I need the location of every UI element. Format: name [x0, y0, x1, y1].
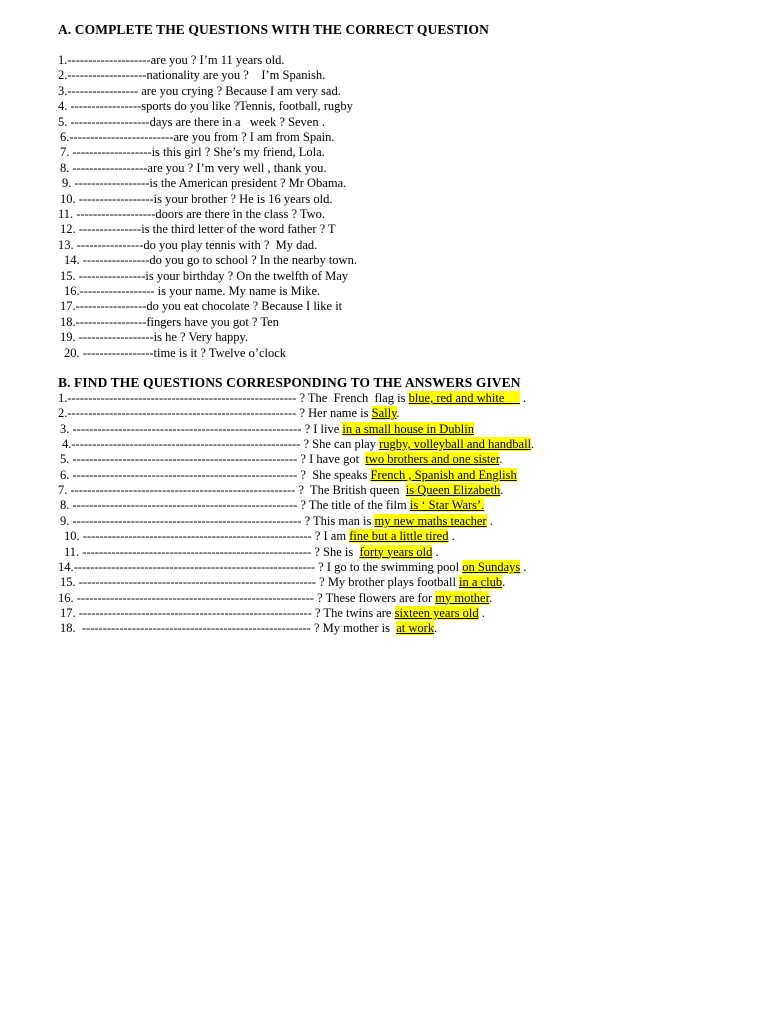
question-text: ------------------is your brother ? He is 16 years old.: [75, 191, 333, 206]
answer-row: [58, 406, 400, 421]
question-row: [60, 130, 335, 145]
highlighted-answer: on Sundays: [462, 559, 521, 574]
item-number: 15.: [60, 268, 76, 283]
highlighted-answer: sixteen years old: [394, 605, 479, 620]
question-text: -------------------nationality are you ? I’m Spanish.: [67, 68, 326, 83]
question-text: -------------------is this girl ? She’s my friend, Lola.: [69, 145, 325, 160]
question-text: ------------------ is your name. My name is Mike.: [79, 284, 321, 298]
question-text: ------------------is the American president ? Mr Obama.: [71, 176, 347, 191]
question-row: [64, 253, 357, 268]
item-number: 1.: [58, 391, 68, 405]
answer-suffix: .: [502, 575, 506, 590]
item-number: 4.: [58, 99, 68, 114]
highlighted-answer: my new maths teacher: [374, 513, 487, 528]
item-number: 11.: [64, 544, 80, 559]
highlighted-answer: forty years old: [359, 544, 433, 559]
answer-prefix: ------------------------------------------------------- ? This man is: [69, 513, 375, 528]
item-number: 13.: [58, 237, 74, 252]
answer-row: [60, 468, 517, 483]
item-number: 4.: [62, 437, 72, 452]
question-row: [60, 315, 279, 330]
item-number: 5.: [60, 452, 70, 467]
highlighted-answer: Sally: [371, 406, 397, 421]
answer-prefix: ------------------------------------------------------- ? She can play: [71, 437, 380, 452]
answer-suffix: .: [500, 483, 504, 498]
item-number: 9.: [62, 176, 72, 191]
highlighted-answer: French , Spanish and English: [370, 467, 517, 482]
question-text: ------------------is he ? Very happy.: [75, 330, 249, 345]
item-number: 1.: [58, 53, 68, 67]
question-text: -------------------days are there in a week ? Seven .: [67, 114, 325, 129]
answer-prefix: ------------------------------------------------------- ? She is: [79, 544, 360, 559]
answer-row: [64, 529, 455, 544]
question-row: [58, 99, 353, 114]
question-row: [64, 346, 286, 361]
answer-prefix: ------------------------------------------------------ ? She speaks: [69, 467, 371, 482]
answer-row: [58, 591, 492, 606]
section-b-title: B. FIND THE QUESTIONS CORRESPONDING TO THE ANSWERS GIVEN: [58, 375, 521, 390]
item-number: 11.: [58, 207, 74, 221]
answer-prefix: ------------------------------------------------------ ? The title of the film: [69, 498, 410, 513]
question-text: ----------------do you play tennis with ? My dad.: [73, 237, 318, 252]
item-number: 15.: [60, 575, 76, 590]
answer-prefix: ------------------------------------------------------- ? The French flag is: [67, 391, 409, 405]
section-a-title: A. COMPLETE THE QUESTIONS WITH THE CORRECT QUESTION: [58, 22, 489, 37]
item-number: 2.: [58, 68, 68, 83]
item-number: 10.: [64, 529, 80, 544]
answer-suffix: .: [520, 391, 527, 405]
answer-suffix: .: [486, 513, 493, 528]
highlighted-answer: my mother: [435, 590, 490, 605]
question-text: ----------------do you go to school ? In the nearby town.: [79, 253, 357, 268]
item-number: 7.: [58, 483, 68, 498]
highlighted-answer: is ‘ Star Wars’.: [409, 498, 485, 513]
question-row: [64, 284, 320, 299]
answer-suffix: .: [432, 544, 439, 559]
highlighted-answer: is Queen Elizabeth: [405, 483, 501, 498]
item-number: 7.: [60, 145, 70, 160]
item-number: 14.: [58, 559, 74, 574]
highlighted-answer: blue, red and white: [408, 391, 520, 405]
question-row: [58, 84, 341, 99]
item-number: 16.: [58, 590, 74, 605]
item-number: 10.: [60, 191, 76, 206]
item-number: 17.: [60, 605, 76, 620]
highlighted-answer: fine but a little tired: [349, 529, 449, 544]
answer-row: [58, 483, 503, 498]
question-row: [62, 176, 346, 191]
item-number: 6.: [60, 130, 70, 144]
answer-suffix: .: [531, 437, 535, 452]
item-number: 8.: [60, 498, 70, 513]
item-number: 3.: [60, 421, 70, 436]
question-text: ------------------are you ? I’m very well , thank you.: [69, 160, 327, 175]
question-text: -----------------do you eat chocolate ? Because I like it: [75, 299, 343, 314]
answer-row: [64, 545, 439, 560]
answer-prefix: ---------------------------------------------------------- ? I go to the swimming pool: [73, 559, 463, 574]
answer-prefix: --------------------------------------------------------- ? My brother plays football: [75, 575, 460, 590]
answer-prefix: ------------------------------------------------------ ? The British queen: [67, 483, 406, 498]
question-text: -----------------time is it ? Twelve o’clock: [79, 345, 287, 360]
question-row: [58, 53, 285, 68]
item-number: 14.: [64, 253, 80, 268]
answer-row: [60, 621, 437, 636]
highlighted-answer: two brothers and one sister: [365, 452, 500, 467]
item-number: 5.: [58, 114, 68, 129]
question-text: ---------------is the third letter of the word father ? T: [75, 222, 336, 237]
question-text: ----------------- are you crying ? Because I am very sad.: [67, 83, 341, 98]
question-text: --------------------are you ? I’m 11 years old.: [67, 53, 285, 67]
question-text: ----------------is your birthday ? On the twelfth of May: [75, 268, 349, 283]
answer-row: [58, 391, 526, 406]
question-row: [58, 207, 325, 222]
answer-prefix: ------------------------------------------------------- ? My mother is: [75, 621, 397, 636]
question-row: [60, 299, 342, 314]
answer-row: [60, 575, 505, 590]
answer-suffix: .: [520, 559, 527, 574]
item-number: 18.: [60, 314, 76, 329]
question-row: [60, 192, 332, 207]
answer-suffix: .: [478, 605, 485, 620]
item-number: 12.: [60, 222, 76, 237]
highlighted-answer: in a club: [459, 575, 503, 590]
answer-prefix: -------------------------------------------------------- ? The twins are: [75, 605, 395, 620]
answer-suffix: .: [448, 529, 455, 544]
answer-row: [60, 606, 485, 621]
highlighted-answer: in a small house in Dublin: [342, 421, 474, 436]
item-number: 9.: [60, 513, 70, 528]
question-text: -------------------------are you from ? I am from Spain.: [69, 130, 335, 144]
question-row: [60, 222, 336, 237]
answer-prefix: ------------------------------------------------------- ? Her name is: [67, 406, 372, 421]
answer-suffix: .: [396, 406, 400, 421]
question-row: [58, 238, 317, 253]
answer-row: [60, 514, 493, 529]
answer-row: [58, 560, 527, 575]
question-row: [58, 115, 325, 130]
item-number: 8.: [60, 160, 70, 175]
question-text: -----------------fingers have you got ? Ten: [75, 314, 279, 329]
answer-row: [60, 422, 474, 437]
question-row: [60, 145, 325, 160]
question-text: -----------------sports do you like ?Tennis, football, rugby: [67, 99, 353, 114]
answer-prefix: ------------------------------------------------------- ? I live: [69, 421, 343, 436]
answer-suffix: .: [499, 452, 503, 467]
highlighted-answer: rugby, volleyball and handball: [379, 437, 532, 452]
answer-row: [62, 437, 534, 452]
item-number: 20.: [64, 345, 80, 360]
question-row: [60, 269, 348, 284]
answer-row: [60, 498, 484, 513]
answer-prefix: ------------------------------------------------------ ? I have got: [69, 452, 366, 467]
question-row: [60, 161, 327, 176]
item-number: 6.: [60, 467, 70, 482]
question-row: [60, 330, 248, 345]
item-number: 16.: [64, 284, 80, 298]
question-row: [58, 68, 325, 83]
item-number: 17.: [60, 299, 76, 314]
answer-suffix: .: [434, 621, 438, 636]
answer-prefix: --------------------------------------------------------- ? These flowers are for: [73, 590, 436, 605]
answer-suffix: .: [489, 590, 493, 605]
question-text: -------------------doors are there in the class ? Two.: [73, 207, 326, 221]
item-number: 3.: [58, 83, 68, 98]
item-number: 18.: [60, 621, 76, 636]
highlighted-answer: at work: [396, 621, 435, 636]
item-number: 2.: [58, 406, 68, 421]
answer-row: [60, 452, 502, 467]
answer-prefix: ------------------------------------------------------- ? I am: [79, 529, 350, 544]
item-number: 19.: [60, 330, 76, 345]
